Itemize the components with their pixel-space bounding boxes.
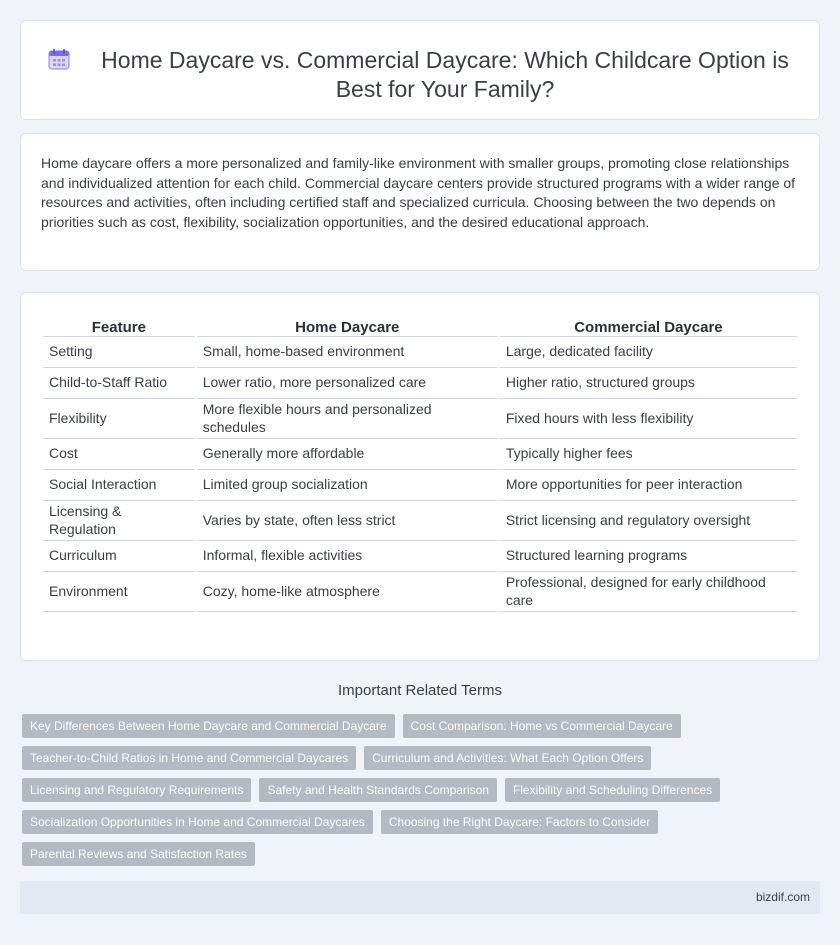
table-row (43, 337, 797, 368)
intro-card (20, 133, 820, 271)
commercial-cell: Structured learning programs (500, 541, 797, 572)
related-terms-list (22, 714, 822, 874)
commercial-cell: More opportunities for peer interaction (500, 470, 797, 501)
home-cell: Varies by state, often less strict (197, 501, 498, 541)
calendar-icon (47, 47, 71, 71)
feature-cell: Environment (43, 572, 195, 612)
page-title: Home Daycare vs. Commercial Daycare: Which Childcare Option is Best for Your Family? (101, 47, 789, 102)
table-row (43, 572, 797, 612)
feature-cell: Setting (43, 337, 195, 368)
table-row (43, 501, 797, 541)
commercial-cell: Strict licensing and regulatory oversight (500, 501, 797, 541)
feature-cell: Curriculum (43, 541, 195, 572)
related-term-tag[interactable]: Teacher-to-Child Ratios in Home and Commercial Daycares (22, 746, 356, 770)
header-feature: Feature (43, 317, 195, 337)
table-row (43, 368, 797, 399)
commercial-cell: Fixed hours with less flexibility (500, 399, 797, 439)
commercial-cell: Large, dedicated facility (500, 337, 797, 368)
feature-cell: Social Interaction (43, 470, 195, 501)
table-row (43, 541, 797, 572)
commercial-cell: Professional, designed for early childhood care (500, 572, 797, 612)
title-card (20, 20, 820, 120)
feature-cell: Child-to-Staff Ratio (43, 368, 195, 399)
comparison-table (41, 317, 799, 612)
commercial-cell: Typically higher fees (500, 439, 797, 470)
home-cell: Informal, flexible activities (197, 541, 498, 572)
related-term-tag[interactable]: Safety and Health Standards Comparison (259, 778, 496, 802)
home-cell: Generally more affordable (197, 439, 498, 470)
related-term-tag[interactable]: Parental Reviews and Satisfaction Rates (22, 842, 255, 866)
related-term-tag[interactable]: Key Differences Between Home Daycare and Commercial Daycare (22, 714, 395, 738)
header-home-daycare: Home Daycare (197, 317, 498, 337)
feature-cell: Flexibility (43, 399, 195, 439)
related-term-tag[interactable]: Choosing the Right Daycare: Factors to Consider (381, 810, 658, 834)
feature-cell: Licensing & Regulation (43, 501, 195, 541)
home-cell: Small, home-based environment (197, 337, 498, 368)
commercial-cell: Higher ratio, structured groups (500, 368, 797, 399)
comparison-card (20, 292, 820, 661)
header-commercial-daycare: Commercial Daycare (500, 317, 797, 337)
related-term-tag[interactable]: Licensing and Regulatory Requirements (22, 778, 251, 802)
related-term-tag[interactable]: Curriculum and Activities: What Each Option Offers (364, 746, 651, 770)
feature-cell: Cost (43, 439, 195, 470)
home-cell: More flexible hours and personalized schedules (197, 399, 498, 439)
related-term-tag[interactable]: Socialization Opportunities in Home and Commercial Daycares (22, 810, 373, 834)
related-term-tag[interactable]: Flexibility and Scheduling Differences (505, 778, 720, 802)
intro-paragraph: Home daycare offers a more personalized and family-like environment with smaller groups, promoting close relationships and individualized attention for each child. Commercial daycare centers provide structured programs with a wider range of resources and activities, often including certified staff and specialized curricula. Choosing between the two depends on priorities such as cost, flexibility, socialization opportunities, and the desired educational approach. (41, 155, 796, 230)
home-cell: Cozy, home-like atmosphere (197, 572, 498, 612)
related-terms-heading: Important Related Terms (338, 682, 502, 699)
footer (20, 881, 820, 914)
related-term-tag[interactable]: Cost Comparison: Home vs Commercial Daycare (403, 714, 681, 738)
table-row (43, 470, 797, 501)
home-cell: Limited group socialization (197, 470, 498, 501)
site-link[interactable]: bizdif.com (755, 890, 810, 904)
table-row (43, 399, 797, 439)
table-row (43, 439, 797, 470)
home-cell: Lower ratio, more personalized care (197, 368, 498, 399)
